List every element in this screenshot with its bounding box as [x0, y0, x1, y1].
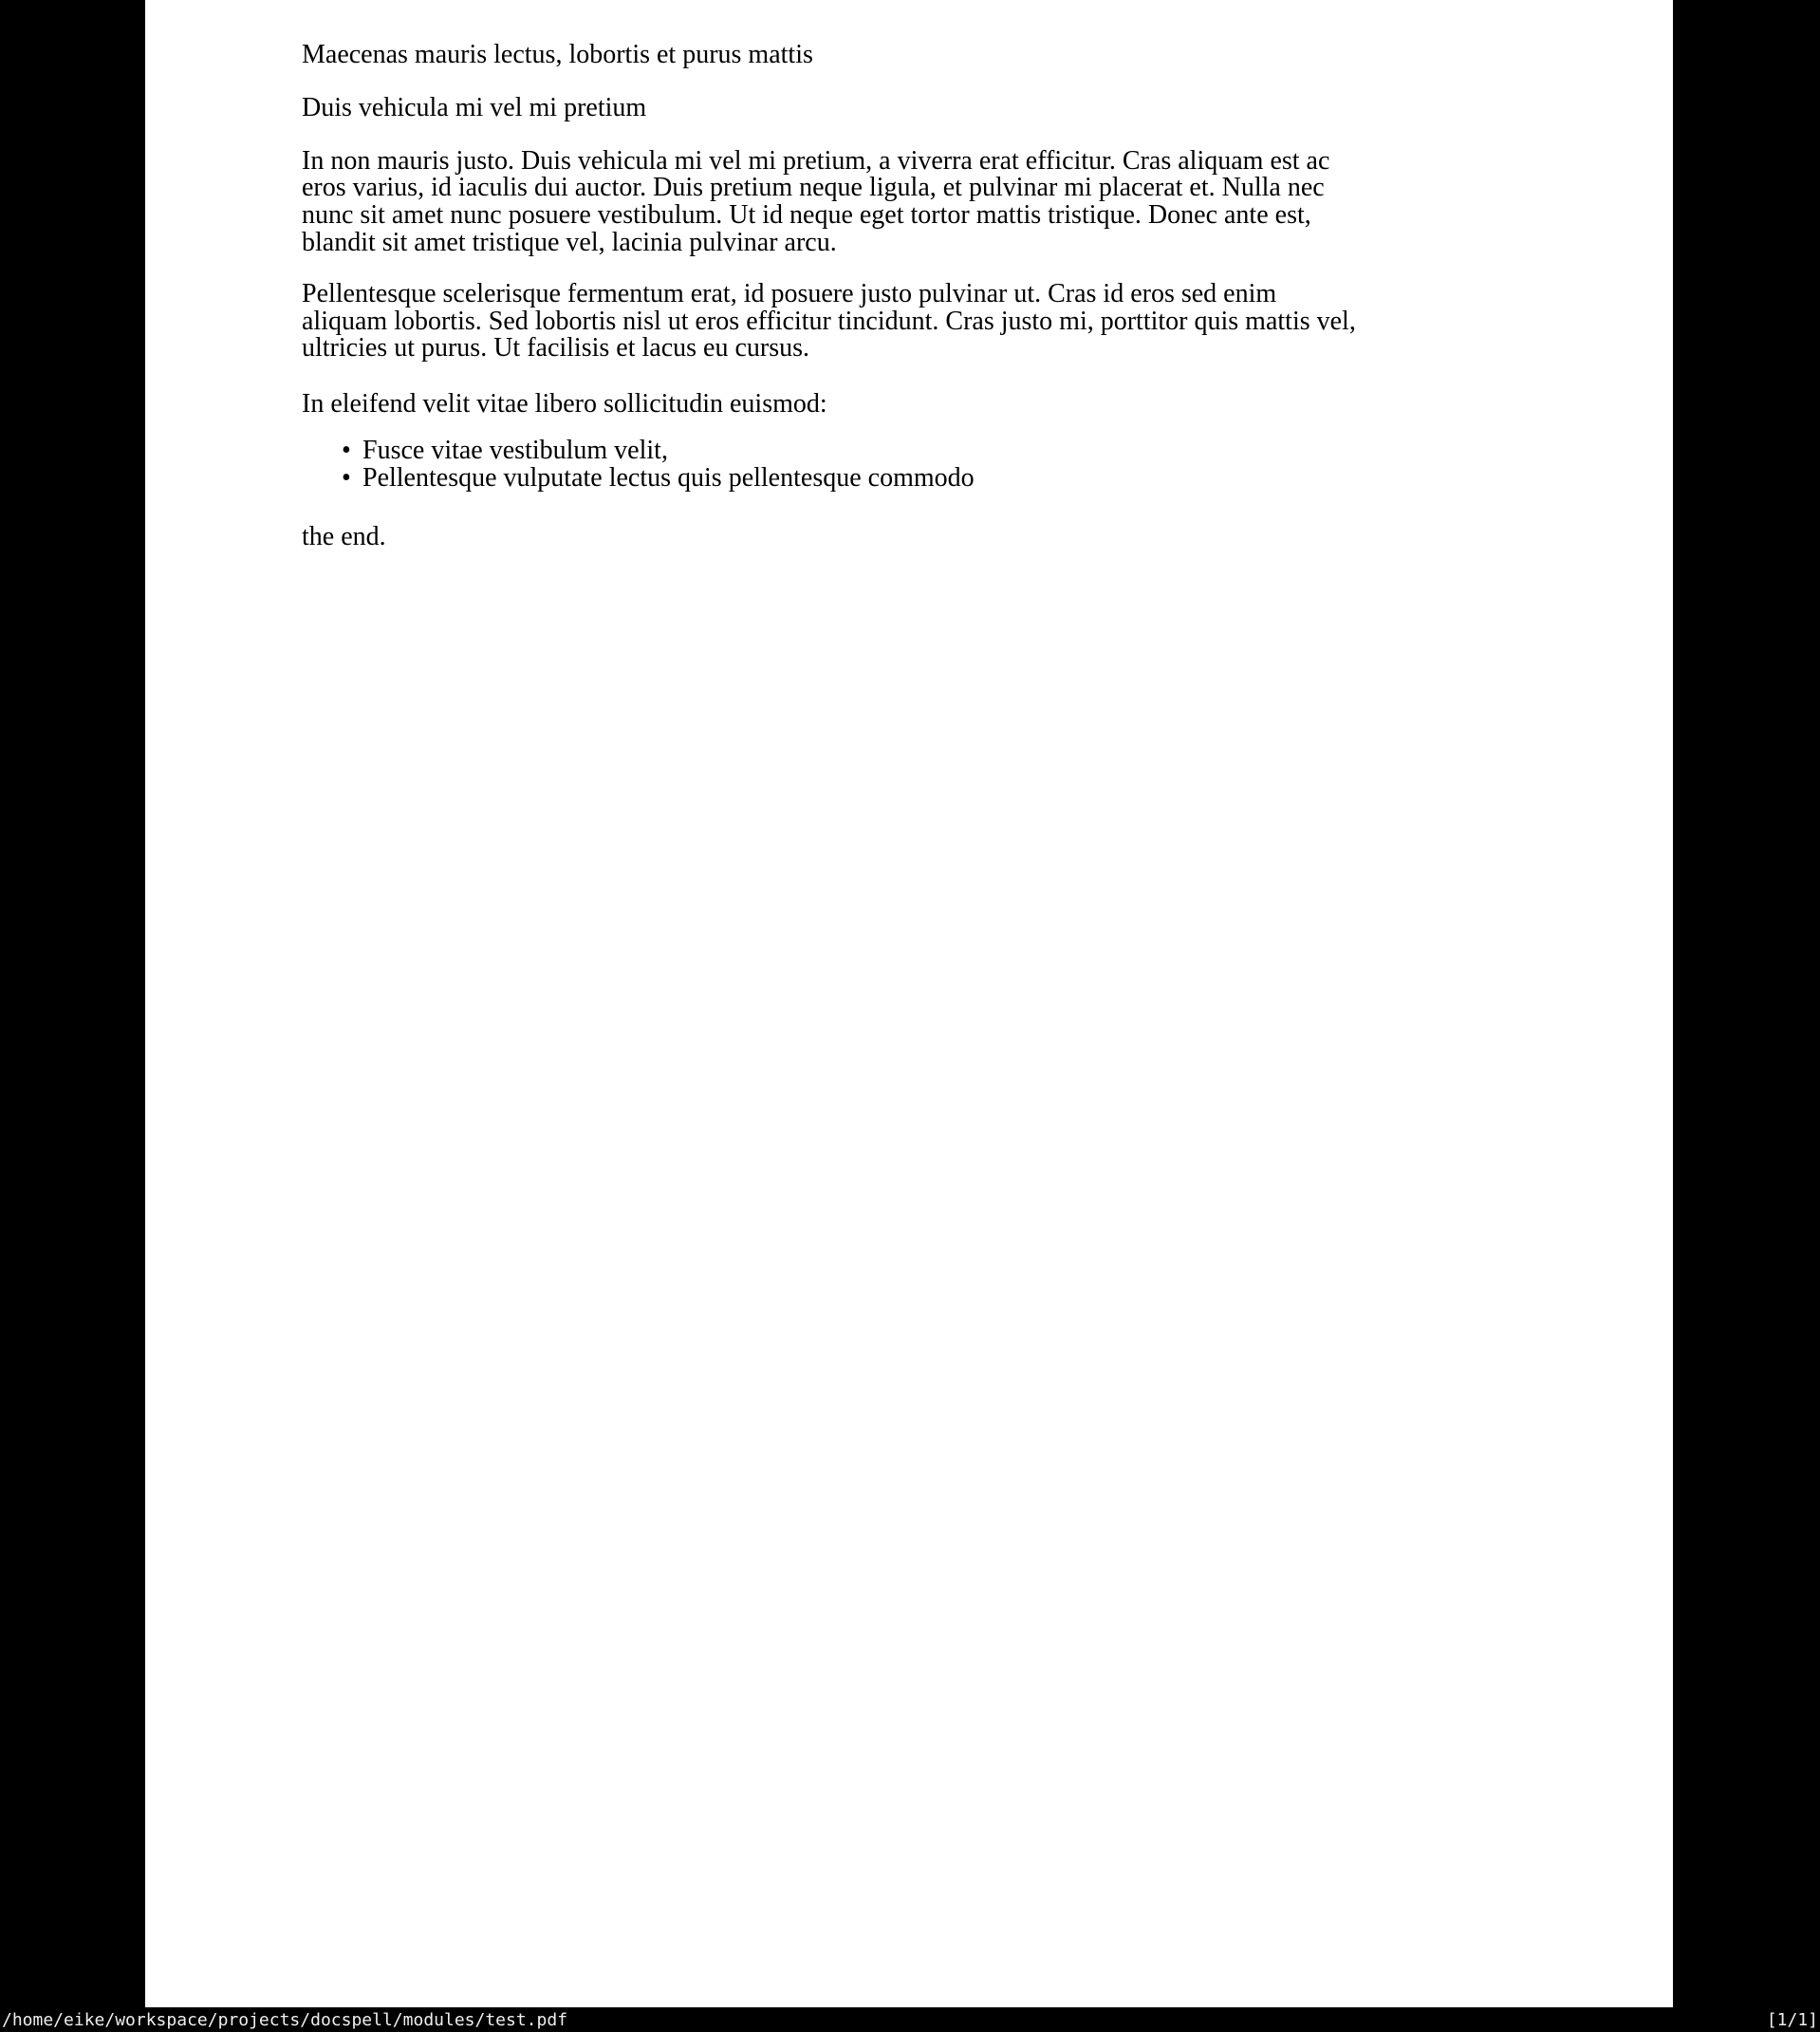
bullet-icon: • [342, 435, 351, 465]
paragraph-line: Duis vehicula mi vel mi pretium [302, 92, 647, 122]
paragraph [302, 92, 1526, 122]
status-bar [0, 2007, 1820, 2032]
paragraph-line: the end. [302, 521, 386, 551]
list-item [302, 462, 1526, 493]
paragraph [302, 278, 1526, 364]
paragraph-line: Maecenas mauris lectus, lobortis et purus mattis [302, 40, 813, 69]
paragraph [302, 145, 1526, 257]
paragraph-line: blandit sit amet tristique vel, lacinia pulvinar arcu. [302, 227, 837, 257]
list-item-text: Fusce vitae vestibulum velit, [362, 435, 668, 465]
paragraph-line: aliquam lobortis. Sed lobortis nisl ut eros efficitur tincidunt. Cras justo mi, porttitor quis mattis vel, [302, 306, 1356, 336]
paragraph-line: ultricies ut purus. Ut facilisis et lacus eu cursus. [302, 333, 809, 364]
paragraph [302, 521, 1526, 551]
paragraph [302, 42, 1526, 69]
paragraph-line: eros varius, id iaculis dui auctor. Duis pretium neque ligula, et pulvinar mi placerat et. Nulla nec [302, 173, 1325, 203]
list-item [302, 435, 1526, 465]
paragraph-line: Pellentesque scelerisque fermentum erat, id posuere justo pulvinar ut. Cras id eros sed enim [302, 278, 1277, 308]
paragraph [302, 391, 1526, 419]
list-item-text: Pellentesque vulputate lectus quis pellentesque commodo [362, 462, 975, 493]
paragraph-line: In eleifend velit vitae libero sollicitudin euismod: [302, 389, 827, 419]
bullet-icon: • [342, 462, 351, 493]
paragraph-line: In non mauris justo. Duis vehicula mi vel mi pretium, a viverra erat efficitur. Cras aliquam est ac [302, 145, 1330, 176]
pdf-page[interactable] [145, 0, 1673, 2007]
paragraph-line: nunc sit amet nunc posuere vestibulum. Ut id neque eget tortor mattis tristique. Donec ante est, [302, 200, 1311, 231]
bullet-list [302, 435, 1526, 493]
page-indicator: [1/1] [1766, 2009, 1818, 2030]
document-content [302, 42, 1526, 550]
file-path: /home/eike/workspace/projects/docspell/modules/test.pdf [2, 2009, 568, 2030]
